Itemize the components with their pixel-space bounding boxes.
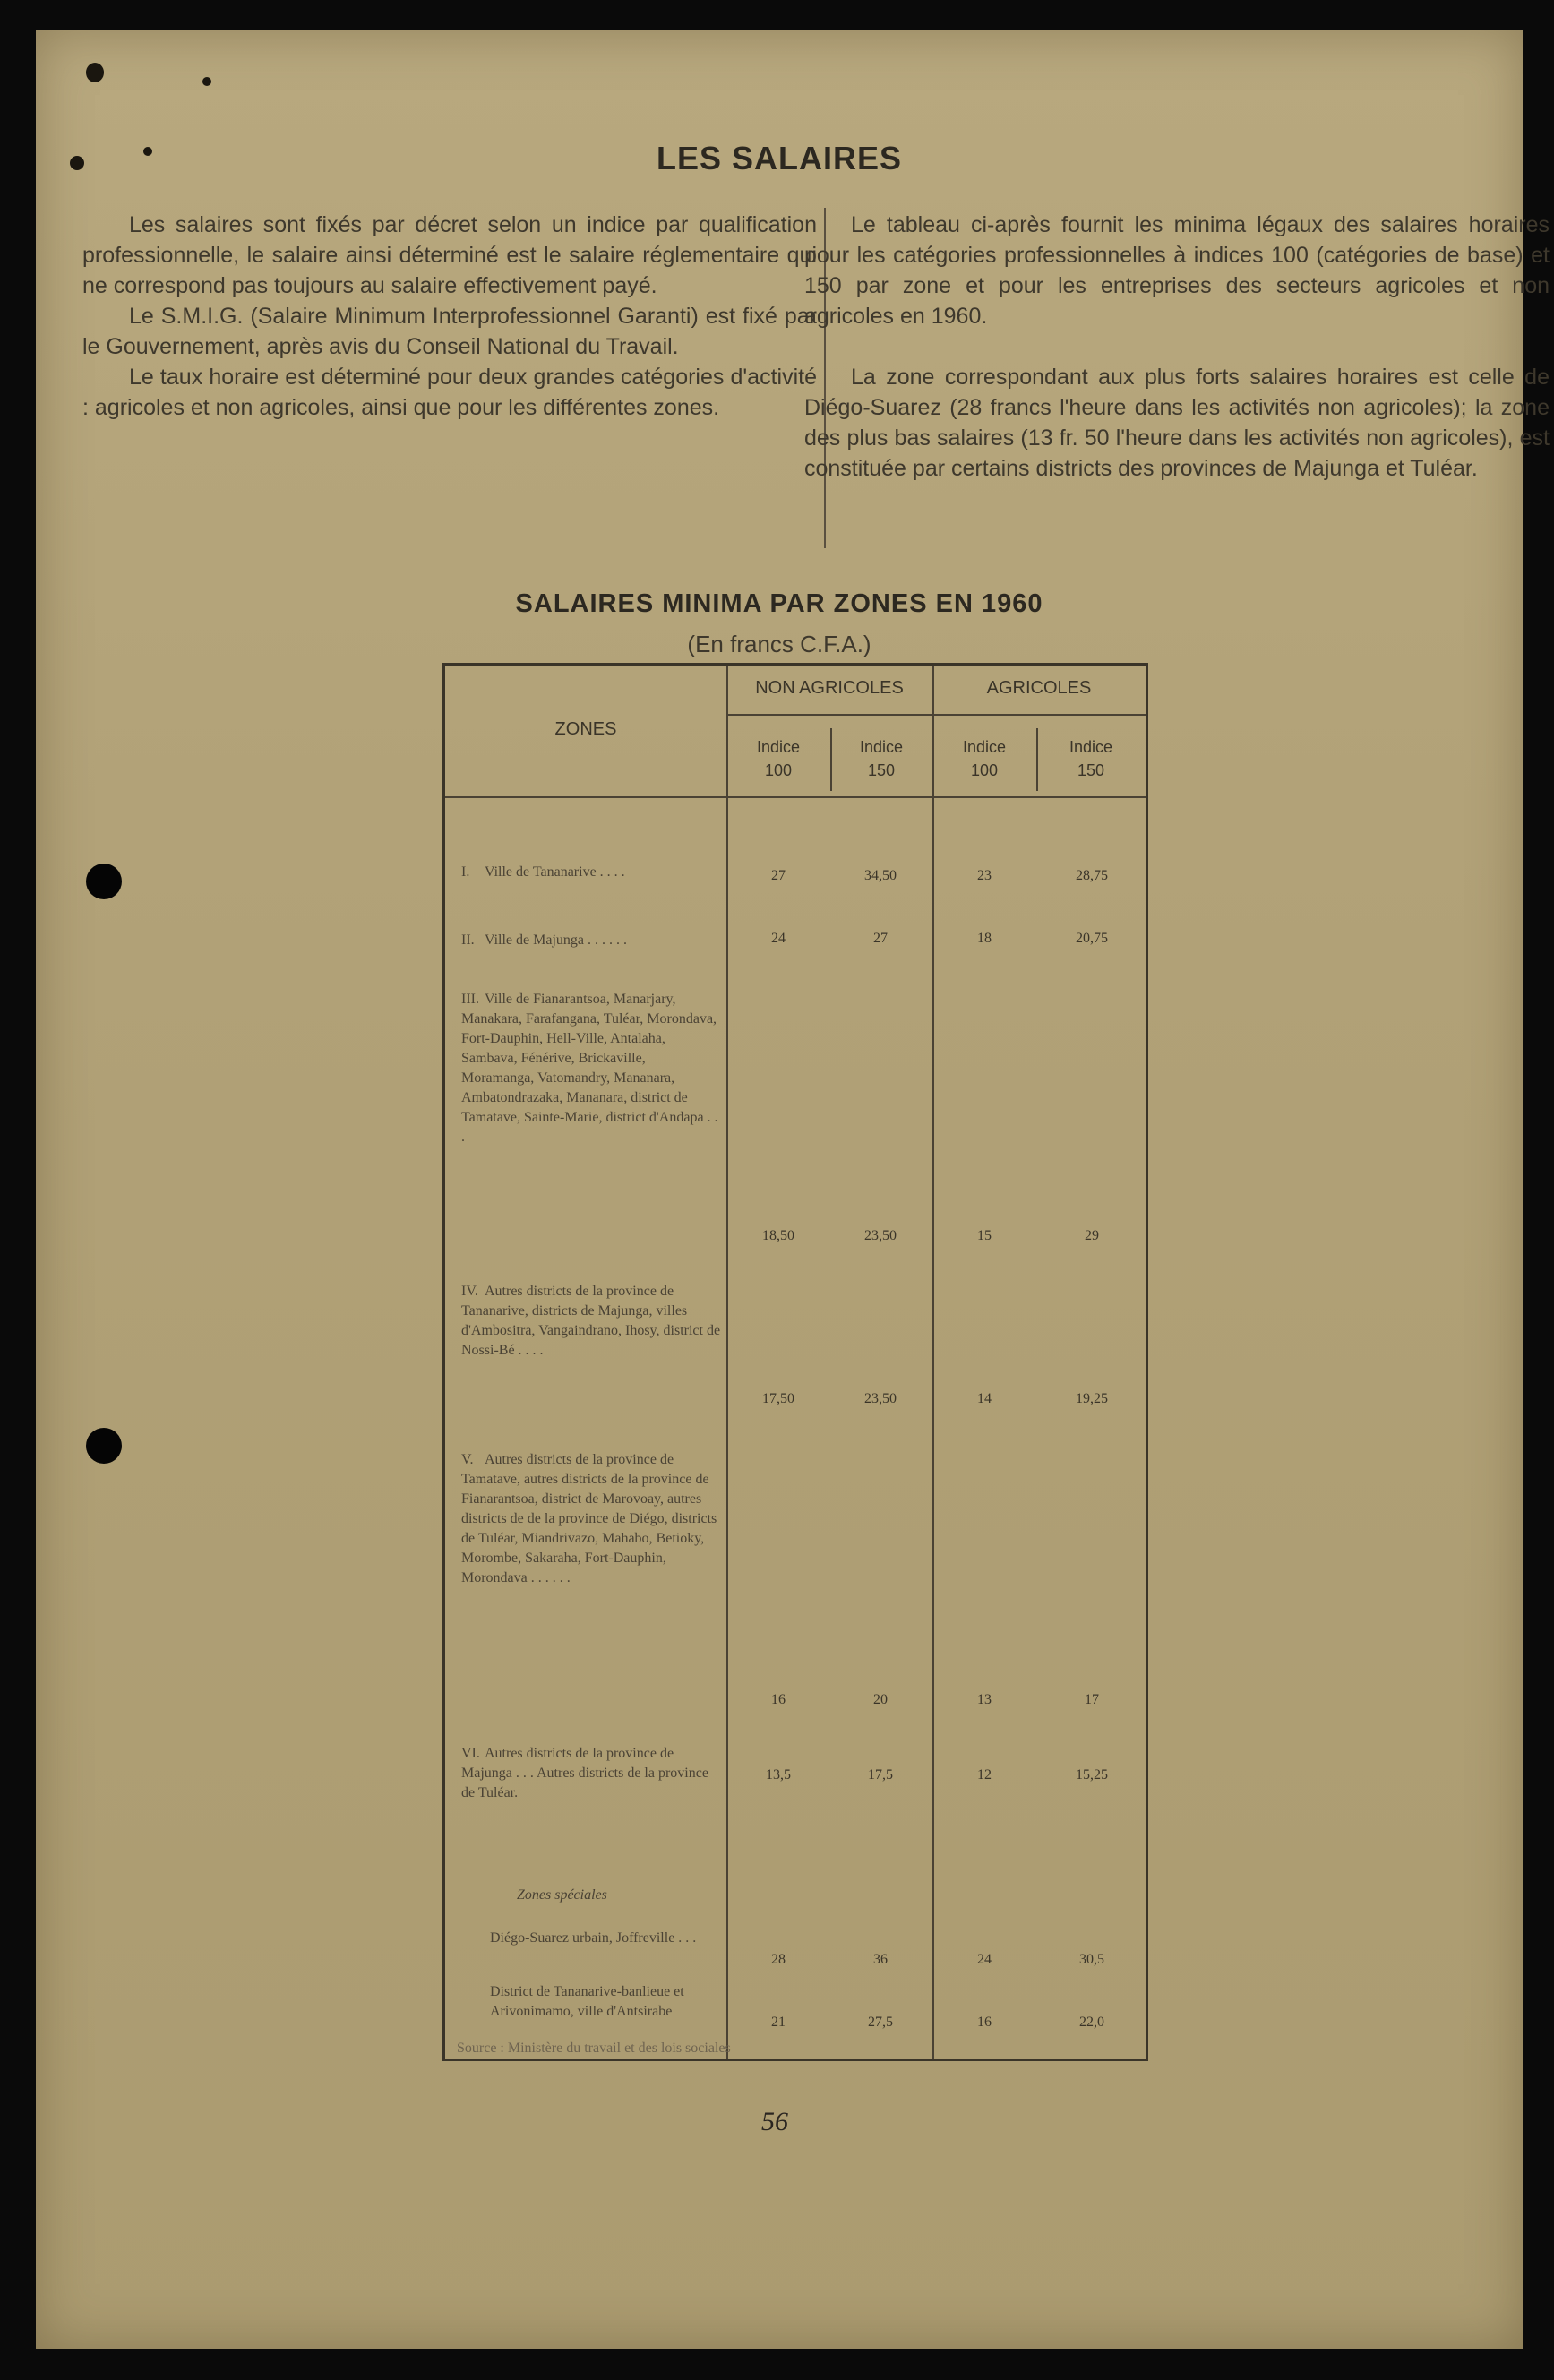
zones-header: ZONES bbox=[554, 719, 617, 739]
value-agricole-150: 28,75 bbox=[1076, 868, 1108, 883]
table-row-zone bbox=[461, 990, 721, 1147]
paragraph: Le tableau ci-après fournit les minima légaux des salaires horaires pour les catégories professionnelles à indices 100 (catégories de base) et 150 par zone et pour les entreprises des secteurs agricoles et non agricoles en 1960. bbox=[804, 212, 1550, 329]
special-row-zone: District de Tananarive-banlieue et Arivonimamo, ville d'Antsirabe bbox=[490, 1984, 684, 2019]
zone-name: Autres districts de la province de Majunga . . . Autres districts de la province de Tuléar. bbox=[461, 1746, 708, 1800]
value-agricole-150: 17 bbox=[1085, 1692, 1099, 1707]
punch-hole bbox=[86, 864, 122, 899]
source-note: Source : Ministère du travail et des lois sociales bbox=[457, 2041, 731, 2056]
special-zones-heading: Zones spéciales bbox=[517, 1887, 607, 1903]
value-non-agricole-100: 17,50 bbox=[762, 1391, 794, 1406]
table-row-zone bbox=[461, 1450, 721, 1588]
value-non-agricole-150: 36 bbox=[873, 1952, 888, 1967]
table-subtitle: (En francs C.F.A.) bbox=[687, 631, 871, 657]
zone-number: V. bbox=[461, 1452, 474, 1467]
document-page bbox=[36, 30, 1550, 2349]
value-agricole-150: 22,0 bbox=[1079, 2015, 1104, 2030]
table-row-zone bbox=[461, 863, 721, 882]
value-non-agricole-150: 20 bbox=[873, 1692, 888, 1707]
special-row-zone: Diégo-Suarez urbain, Joffreville . . . bbox=[490, 1930, 697, 1946]
ink-speck bbox=[86, 63, 104, 82]
table-row-zone bbox=[461, 931, 721, 950]
table-row-zone bbox=[461, 1744, 721, 1803]
value-agricole-150: 19,25 bbox=[1076, 1391, 1108, 1406]
indice-label: Indice bbox=[962, 738, 1007, 756]
table-row-zone bbox=[461, 1282, 721, 1361]
indice-value: 150 bbox=[867, 761, 896, 779]
value-agricole-100: 14 bbox=[977, 1391, 992, 1406]
zone-name: Ville de Fianarantsoa, Manarjary, Manakara, Farafangana, Tuléar, Morondava, Fort-Dauphin, Hell-Ville, Antalaha, Sambava, Fénérive, Brickaville, Moramanga, Vatomandry, Mananara, Ambatondrazaka, Mananara, district de Tamatave, Sainte-Marie, district d'Andapa . . . bbox=[461, 992, 718, 1145]
punch-hole bbox=[86, 1428, 122, 1464]
zone-number: II. bbox=[461, 932, 475, 948]
paragraph: Le taux horaire est déterminé pour deux grandes catégories d'activité : agricoles et non agricoles, ainsi que pour les différentes zones. bbox=[82, 365, 817, 420]
zone-number: IV. bbox=[461, 1284, 478, 1299]
paragraph: Le S.M.I.G. (Salaire Minimum Interprofessionnel Garanti) est fixé par le Gouvernement, après avis du Conseil National du Travail. bbox=[82, 304, 817, 359]
value-non-agricole-150: 17,5 bbox=[868, 1767, 893, 1783]
value-non-agricole-100: 13,5 bbox=[766, 1767, 791, 1783]
value-non-agricole-150: 23,50 bbox=[864, 1391, 897, 1406]
zone-name: Ville de Majunga . . . . . . bbox=[485, 932, 628, 948]
zone-name: Autres districts de la province de Tananarive, districts de Majunga, villes d'Ambositra, Vangaindrano, Ihosy, district de Nossi-Bé . . . . bbox=[461, 1284, 721, 1358]
value-agricole-100: 12 bbox=[977, 1767, 992, 1783]
value-agricole-100: 23 bbox=[977, 868, 992, 883]
intro-right-column bbox=[804, 210, 1550, 484]
value-non-agricole-150: 27,5 bbox=[868, 2015, 893, 2030]
page-title: LES SALAIRES bbox=[656, 140, 903, 176]
non-agricoles-header: NON AGRICOLES bbox=[755, 678, 904, 698]
zone-number: I. bbox=[461, 864, 470, 880]
intro-left-column bbox=[82, 210, 817, 423]
value-non-agricole-100: 28 bbox=[771, 1952, 786, 1967]
indice-value: 100 bbox=[970, 761, 999, 779]
value-agricole-100: 24 bbox=[977, 1952, 992, 1967]
value-non-agricole-100: 18,50 bbox=[762, 1228, 794, 1243]
indice-value: 100 bbox=[764, 761, 793, 779]
value-agricole-150: 15,25 bbox=[1076, 1767, 1108, 1783]
table-title: SALAIRES MINIMA PAR ZONES EN 1960 bbox=[515, 589, 1043, 618]
value-agricole-150: 20,75 bbox=[1076, 931, 1108, 946]
wage-table bbox=[442, 663, 1148, 2061]
indice-label: Indice bbox=[756, 738, 801, 756]
value-non-agricole-100: 24 bbox=[771, 931, 786, 946]
zone-number: III. bbox=[461, 992, 479, 1007]
value-agricole-100: 18 bbox=[977, 931, 992, 946]
value-agricole-100: 15 bbox=[977, 1228, 992, 1243]
page-number: 56 bbox=[761, 2107, 788, 2136]
indice-label: Indice bbox=[1069, 738, 1113, 756]
indice-150-header bbox=[1036, 735, 1146, 782]
agricoles-header: AGRICOLES bbox=[986, 678, 1092, 698]
indice-label: Indice bbox=[859, 738, 904, 756]
indice-100-header bbox=[726, 735, 830, 782]
indice-100-header bbox=[932, 735, 1036, 782]
column-rule bbox=[932, 666, 934, 2059]
header-rule bbox=[726, 714, 1146, 716]
value-non-agricole-150: 27 bbox=[873, 931, 888, 946]
value-non-agricole-150: 34,50 bbox=[864, 868, 897, 883]
value-non-agricole-100: 16 bbox=[771, 1692, 786, 1707]
value-agricole-150: 30,5 bbox=[1079, 1952, 1104, 1967]
zone-name: Autres districts de la province de Tamatave, autres districts de la province de Fianarantsoa, district de Marovoay, autres districts de de la province de Diégo, districts de Tuléar, Miandrivazo, Mahabo, Betioky, Morombe, Sakaraha, Fort-Dauphin, Morondava . . . . . . bbox=[461, 1452, 717, 1585]
zone-number: VI. bbox=[461, 1746, 480, 1761]
value-non-agricole-100: 27 bbox=[771, 868, 786, 883]
value-agricole-150: 29 bbox=[1085, 1228, 1099, 1243]
zone-name: Ville de Tananarive . . . . bbox=[485, 864, 625, 880]
value-agricole-100: 13 bbox=[977, 1692, 992, 1707]
paragraph: Les salaires sont fixés par décret selon un indice par qualification professionnelle, le salaire ainsi déterminé est le salaire réglementaire qui ne correspond pas toujours au salaire effectivement payé. bbox=[82, 212, 817, 298]
paragraph: La zone correspondant aux plus forts salaires horaires est celle de Diégo-Suarez (28 francs l'heure dans les activités non agricoles); la zone des plus bas salaires (13 fr. 50 l'heure dans les activités non agricoles), est constituée par certains districts des provinces de Majunga et Tuléar. bbox=[804, 365, 1550, 481]
column-rule bbox=[726, 666, 728, 2059]
value-non-agricole-100: 21 bbox=[771, 2015, 786, 2030]
indice-150-header bbox=[830, 735, 932, 782]
value-agricole-100: 16 bbox=[977, 2015, 992, 2030]
ink-speck bbox=[202, 77, 211, 86]
indice-value: 150 bbox=[1077, 761, 1105, 779]
value-non-agricole-150: 23,50 bbox=[864, 1228, 897, 1243]
header-rule bbox=[445, 796, 1146, 798]
